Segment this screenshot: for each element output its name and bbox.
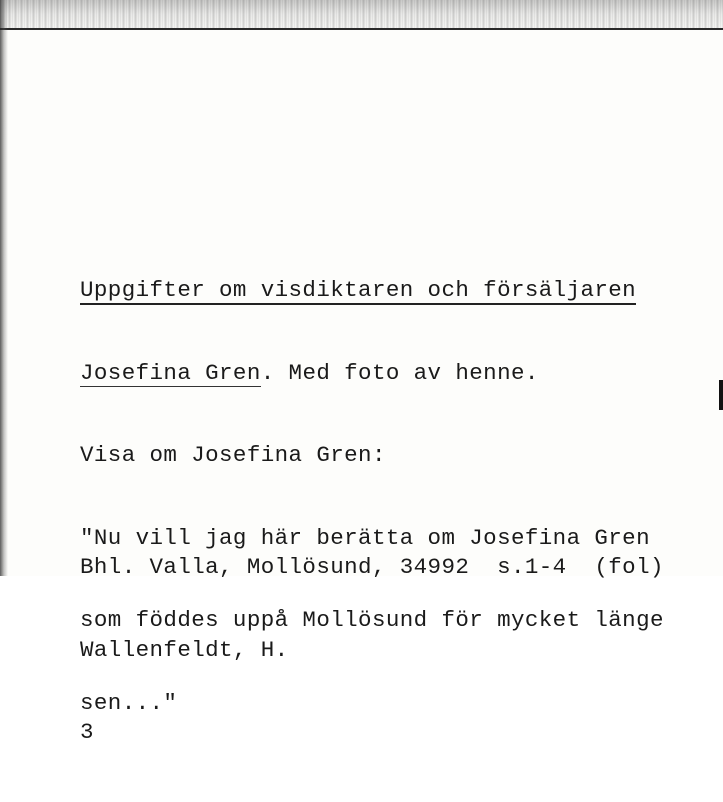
source-reference-block	[80, 499, 664, 802]
description-line-4: "Nu vill jag här berätta om Josefina Gren	[80, 524, 650, 551]
underlined-name-text: Josefina Gren	[80, 359, 261, 386]
description-line-5: som föddes uppå Mollösund för mycket länge	[80, 607, 664, 633]
description-line-6: sen..."	[80, 689, 178, 716]
collector-name-line: Wallenfeldt, H.	[80, 636, 289, 663]
card-top-rule	[0, 28, 723, 30]
underlined-title-text: Uppgifter om visdiktaren och försäljaren	[80, 277, 637, 303]
description-line-3: Visa om Josefina Gren:	[80, 442, 386, 468]
description-line-1	[80, 277, 664, 305]
scan-top-edge	[0, 0, 723, 30]
photo-note-text: . Med foto av henne.	[260, 359, 539, 386]
scan-left-edge	[0, 0, 8, 576]
description-line-2	[80, 360, 664, 388]
source-reference-line: Bhl. Valla, Mollösund, 34992 s.1-4 (fol)	[80, 554, 664, 580]
scan-right-edge	[719, 0, 723, 576]
card-number-line: 3	[80, 719, 94, 745]
